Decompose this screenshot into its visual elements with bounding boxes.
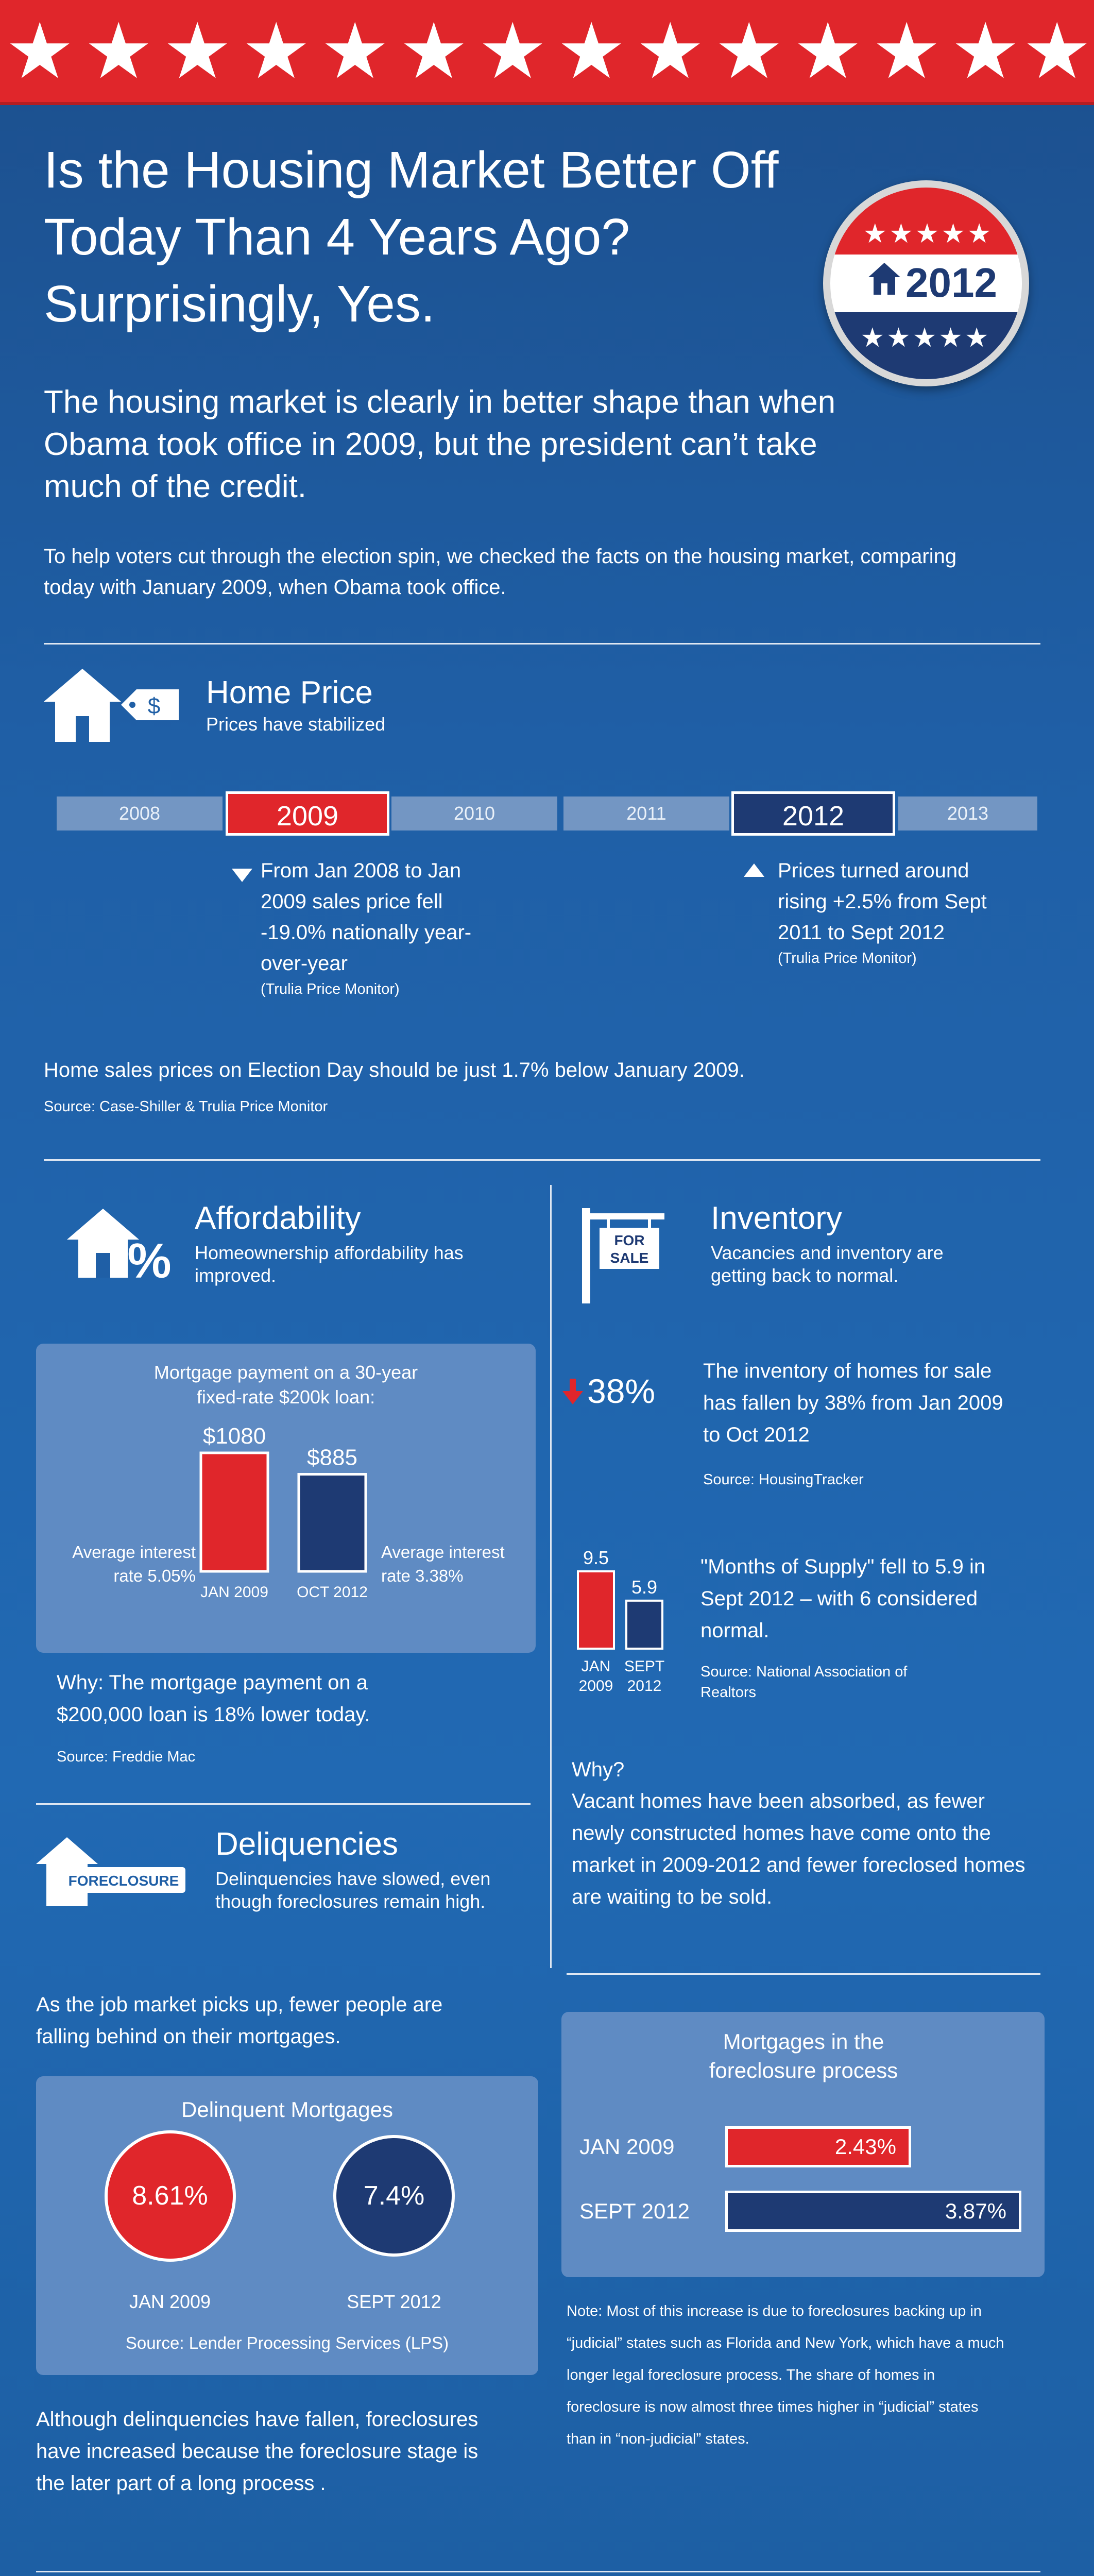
election-badge	[823, 180, 1029, 386]
star-icon: ★	[84, 8, 153, 94]
foreclosure-note: Note: Most of this increase is due to foreclosures backing up in “judicial” states such as Florida and New York, which have a much longer legal foreclosure process. The share of homes in foreclosure is now almost three times higher in “judicial” states than in “non-judicial” states.	[567, 2303, 1004, 2447]
star-icon: ★	[557, 8, 626, 94]
delinquencies-title: Deliquencies	[215, 1826, 398, 1862]
star-icon: ★	[5, 8, 75, 94]
price-drop-note: From Jan 2008 to Jan 2009 sales price fell -19.0% nationally year-over-year	[261, 859, 472, 975]
months-supply-text: "Months of Supply" fell to 5.9 in Sept 2012 – with 6 considered normal.	[700, 1555, 986, 1642]
mortgage-bar	[299, 1475, 366, 1571]
inventory-why-text: Vacant homes have been absorbed, as fewer newly constructed homes have come onto the market in 2009-2012 and fewer foreclosed homes are waiting to be sold.	[572, 1790, 1025, 1908]
home-price-title: Home Price	[206, 675, 373, 710]
price-rise-note: Prices turned around rising +2.5% from Sept 2011 to Sept 2012	[778, 859, 987, 944]
star-icon: ★	[951, 8, 1020, 94]
inventory-text: The inventory of homes for sale has fallen by 38% from Jan 2009 to Oct 2012	[703, 1360, 1003, 1446]
mortgage-category-label: JAN 2009	[200, 1584, 268, 1601]
mortgage-bar	[201, 1453, 268, 1571]
arrow-down-icon	[232, 869, 252, 882]
page-title	[44, 137, 868, 337]
months-supply-chart	[567, 1540, 680, 1716]
divider	[567, 1973, 1040, 1975]
supply-category-label: JAN	[581, 1658, 611, 1675]
supply-bar	[626, 1601, 662, 1649]
supply-bar-label: 9.5	[583, 1547, 609, 1568]
star-icon: ★	[399, 8, 469, 94]
timeline-year-highlight: 2012	[731, 791, 895, 836]
star-icon: ★	[163, 8, 232, 94]
supply-category-label: 2012	[627, 1677, 662, 1694]
mortgage-bar-label: $885	[307, 1445, 357, 1470]
supply-category-label: SEPT	[624, 1658, 665, 1675]
for-sale-text-1: FOR	[614, 1232, 645, 1248]
title-line: Today Than 4 Years Ago?	[44, 208, 630, 266]
inventory-title: Inventory	[711, 1200, 843, 1236]
title-line: Is the Housing Market Better Off	[44, 141, 779, 199]
supply-category-label: 2009	[578, 1677, 613, 1694]
supply-bar	[578, 1571, 614, 1649]
rate-2012: Average interest rate 3.38%	[381, 1543, 505, 1585]
delinquent-circle: 8.61%	[105, 2130, 236, 2262]
affordability-why: Why: The mortgage payment on a $200,000 loan is 18% lower today.	[57, 1671, 370, 1726]
star-icon: ★	[714, 8, 784, 94]
timeline-year-highlight: 2009	[226, 791, 389, 836]
arrow-up-icon	[744, 863, 764, 877]
mortgage-category-label: OCT 2012	[297, 1584, 368, 1601]
for-sale-text-2: SALE	[610, 1250, 649, 1266]
inventory-subtitle: Vacancies and inventory are getting back to normal.	[711, 1242, 944, 1286]
percent-icon: %	[127, 1233, 170, 1283]
star-icon: ★	[636, 8, 705, 94]
foreclosure-panel-title: Mortgages in the foreclosure process	[709, 2029, 898, 2082]
home-price-icon	[44, 665, 188, 747]
divider	[44, 1159, 1040, 1161]
divider	[44, 643, 1040, 645]
mortgage-bar-label: $1080	[202, 1423, 266, 1449]
election-note: Home sales prices on Election Day should be just 1.7% below January 2009.	[44, 1059, 745, 1081]
foreclosure-label: FORECLOSURE	[68, 1873, 179, 1889]
rate-2009: Average interest rate 5.05%	[72, 1543, 196, 1585]
star-icon: ★	[478, 8, 548, 94]
inventory-source: Source: HousingTracker	[703, 1471, 864, 1488]
divider	[36, 1803, 531, 1805]
inventory-percent: 38%	[587, 1372, 656, 1410]
home-price-subtitle: Prices have stabilized	[206, 714, 386, 735]
dollar-icon: $	[147, 693, 161, 719]
star-icon: ★	[1022, 8, 1092, 94]
badge-stars-top: ★★★★★	[863, 219, 994, 249]
affordability-source: Source: Freddie Mac	[57, 1749, 196, 1765]
badge-year: 2012	[905, 260, 997, 306]
star-icon: ★	[793, 8, 863, 94]
delinquencies-subtitle: Delinquencies have slowed, even though foreclosures remain high.	[215, 1868, 491, 1912]
lead-text: The housing market is clearly in better shape than when Obama took office in 2009, but the president can’t take much of the credit.	[44, 384, 836, 504]
delinquent-category-label: JAN 2009	[129, 2291, 211, 2312]
mortgage-payment-chart	[185, 1422, 391, 1618]
timeline-year: 2013	[898, 796, 1037, 831]
months-supply-source: Source: National Association of Realtors	[700, 1664, 908, 1701]
title-line: Surprisingly, Yes.	[44, 275, 435, 333]
foreclosure-icon	[36, 1834, 191, 1911]
price-drop-source: (Trulia Price Monitor)	[261, 981, 400, 997]
divider	[36, 2571, 1040, 2572]
star-icon: ★	[872, 8, 942, 94]
affordability-title: Affordability	[195, 1200, 361, 1236]
inventory-why-label: Why?	[572, 1758, 625, 1781]
foreclosure-bar: 2.43%	[725, 2126, 911, 2167]
foreclosure-category-label: SEPT 2012	[579, 2199, 690, 2223]
price-rise-source: (Trulia Price Monitor)	[778, 950, 917, 967]
inventory-down-arrow-icon	[562, 1379, 583, 1404]
star-icon: ★	[320, 8, 390, 94]
affordability-subtitle: Homeownership affordability has improved.	[195, 1242, 464, 1286]
timeline-year: 2008	[57, 796, 223, 831]
foreclosure-bar: 3.87%	[725, 2191, 1021, 2232]
for-sale-sign-icon	[577, 1203, 670, 1306]
timeline-year: 2010	[391, 796, 557, 831]
supply-bar-label: 5.9	[631, 1576, 658, 1598]
affordability-icon	[67, 1206, 170, 1283]
mortgage-chart-title: Mortgage payment on a 30-year fixed-rate $200k loan:	[153, 1362, 418, 1408]
delinquent-category-label: SEPT 2012	[347, 2291, 441, 2312]
column-divider	[550, 1185, 552, 1968]
badge-stars-bottom: ★★★★★	[860, 323, 991, 353]
delinquent-panel-title: Delinquent Mortgages	[181, 2097, 393, 2122]
stars-banner	[0, 0, 1094, 105]
timeline-year: 2011	[563, 796, 729, 831]
star-icon: ★	[242, 8, 311, 94]
home-price-source: Source: Case-Shiller & Trulia Price Monitor	[44, 1098, 328, 1115]
intro-text: To help voters cut through the election spin, we checked the facts on the housing market, comparing today with January 2009, when Obama took office.	[44, 545, 957, 599]
delinquent-circle: 7.4%	[333, 2135, 455, 2257]
house-icon	[866, 261, 902, 297]
foreclosure-category-label: JAN 2009	[579, 2134, 675, 2159]
delinquencies-outro: Although delinquencies have fallen, foreclosures have increased because the foreclosure stage is the later part of a long process .	[36, 2408, 478, 2495]
delinquencies-intro: As the job market picks up, fewer people are falling behind on their mortgages.	[36, 1993, 443, 2048]
delinquent-source: Source: Lender Processing Services (LPS)	[125, 2333, 449, 2352]
